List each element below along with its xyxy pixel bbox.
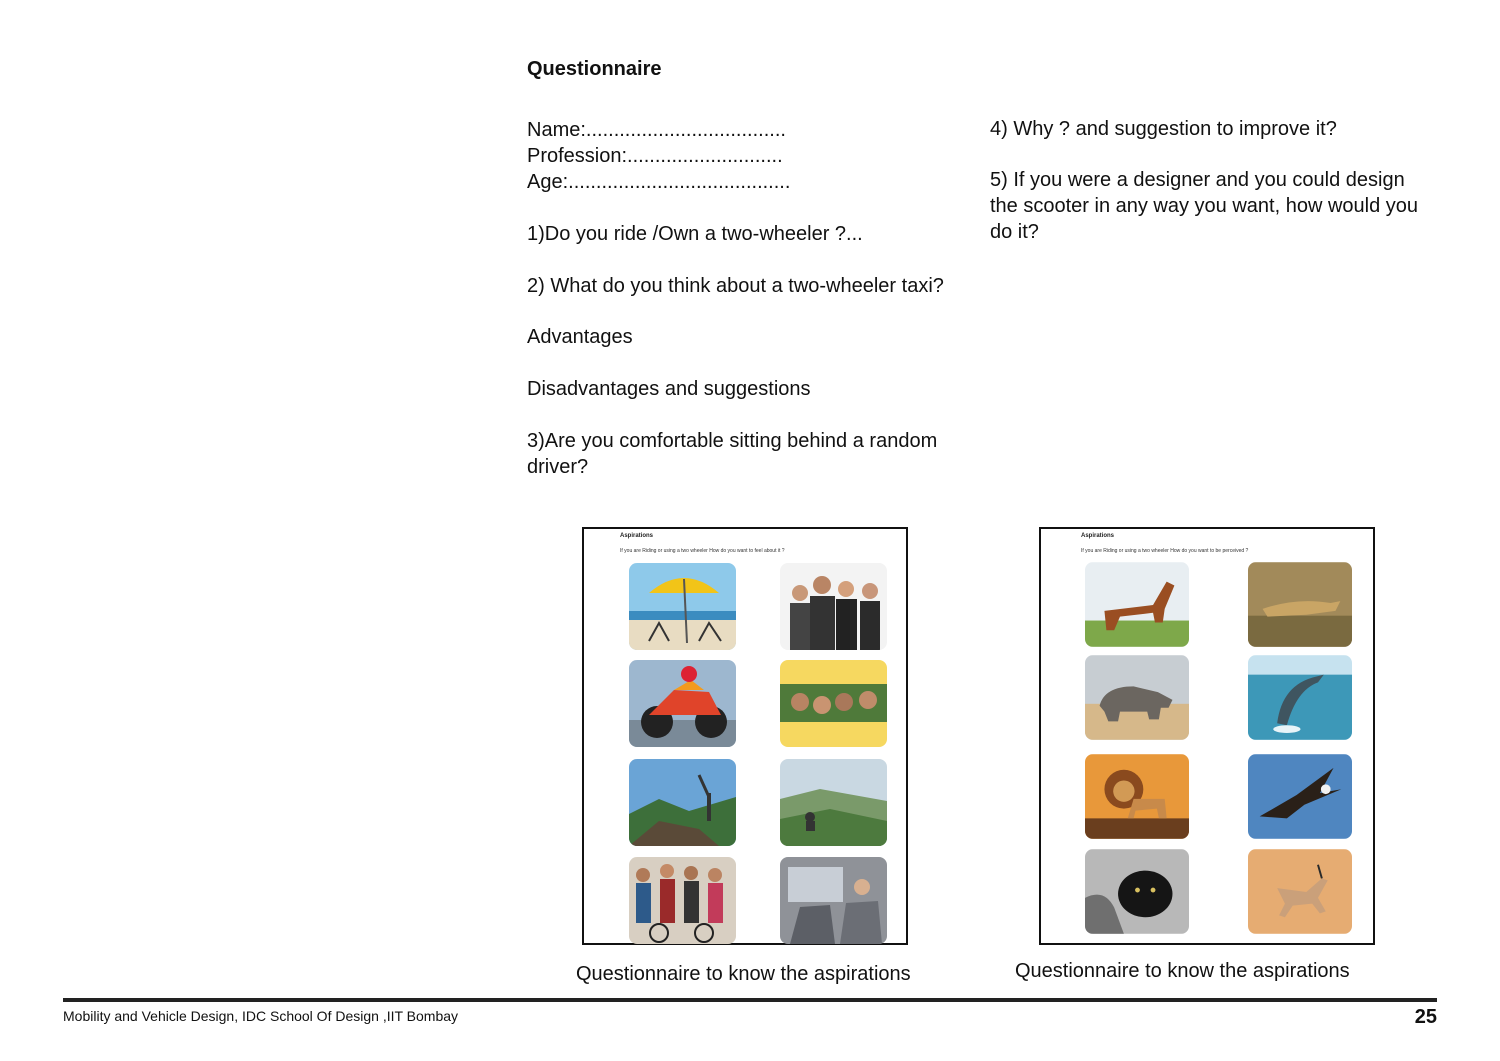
footer-divider: [63, 998, 1437, 1002]
age-field: Age:........................................: [527, 171, 791, 193]
group-bicycles-image: [629, 857, 736, 944]
racing-motorcycle-image: [629, 660, 736, 747]
friends-selfie-image: [780, 660, 887, 747]
advantages-label: Advantages: [527, 326, 633, 348]
dolphin-image: [1248, 655, 1352, 740]
sheet-title: Aspirations: [1081, 533, 1115, 539]
aspirations-sheet-feel: [582, 527, 908, 945]
page-heading: Questionnaire: [527, 58, 662, 80]
name-field: Name:....................................: [527, 119, 786, 141]
aspirations-sheet-perceived: [1039, 527, 1375, 945]
beach-umbrella-image: [629, 563, 736, 650]
question-4: 4) Why ? and suggestion to improve it?: [990, 118, 1337, 140]
sheet-subtitle: If you are Riding or using a two wheeler How do you want to feel about it ?: [620, 548, 785, 554]
question-2: 2) What do you think about a two-wheeler taxi?: [527, 275, 944, 297]
valley-view-image: [780, 759, 887, 846]
lion-image: [1085, 754, 1189, 839]
sheet-subtitle: If you are Riding or using a two wheeler How do you want to be perceived ?: [1081, 548, 1249, 554]
question-5: 5) If you were a designer and you could design the scooter in any way you want, how would you do it?: [990, 169, 1419, 243]
rhino-image: [1085, 655, 1189, 740]
page-number: 25: [1414, 1006, 1437, 1028]
question-3: 3)Are you comfortable sitting behind a random driver?: [527, 430, 938, 478]
black-panther-image: [1085, 849, 1189, 934]
sheet-caption: Questionnaire to know the aspirations: [576, 963, 911, 985]
mountain-top-image: [629, 759, 736, 846]
gazelle-image: [1248, 849, 1352, 934]
business-team-image: [780, 563, 887, 650]
horse-image: [1085, 562, 1189, 647]
question-1: 1)Do you ride /Own a two-wheeler ?...: [527, 223, 863, 245]
cheetah-image: [1248, 562, 1352, 647]
car-interior-image: [780, 857, 887, 944]
disadvantages-label: Disadvantages and suggestions: [527, 378, 811, 400]
footer-text: Mobility and Vehicle Design, IDC School Of Design ,IIT Bombay: [63, 1008, 459, 1024]
sheet-caption: Questionnaire to know the aspirations: [1015, 960, 1350, 982]
eagle-image: [1248, 754, 1352, 839]
profession-field: Profession:............................: [527, 145, 783, 167]
sheet-title: Aspirations: [620, 533, 654, 539]
